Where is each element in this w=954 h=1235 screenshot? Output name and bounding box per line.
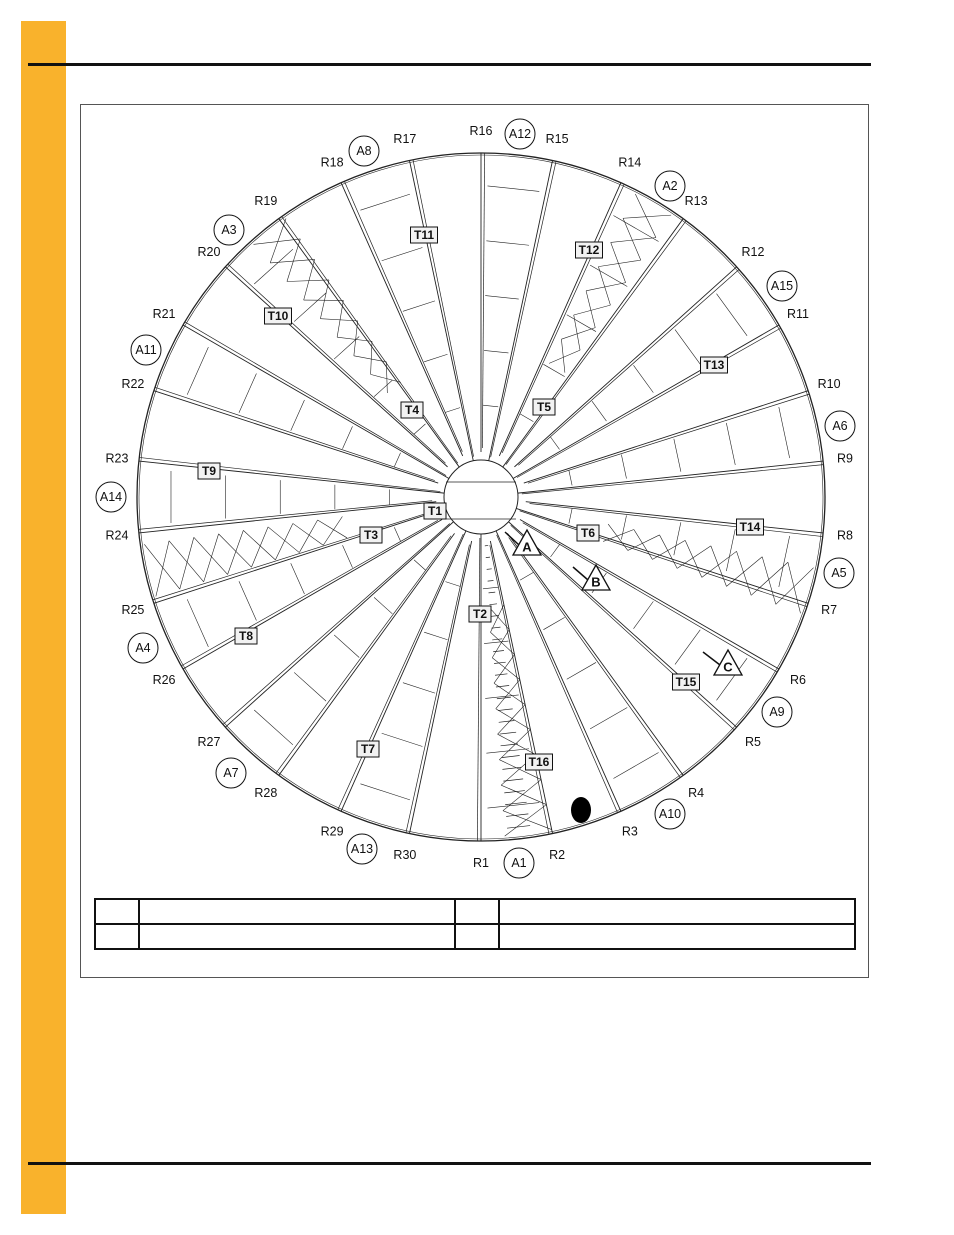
truss-bracing bbox=[299, 520, 317, 553]
legend-cell bbox=[95, 899, 139, 924]
truss-bracing bbox=[204, 534, 219, 582]
purlin-line bbox=[360, 784, 410, 800]
purlin-line bbox=[484, 641, 508, 644]
ladder-rung bbox=[492, 639, 502, 640]
purlin-line bbox=[382, 733, 423, 746]
roof-panel-label: R18 bbox=[320, 155, 344, 170]
roof-panel-label: R8 bbox=[837, 528, 853, 543]
legend-row bbox=[95, 899, 855, 924]
purlin-line bbox=[239, 581, 256, 620]
purlin-line bbox=[374, 597, 392, 613]
ladder-rung bbox=[498, 709, 513, 711]
truss-bracing bbox=[505, 805, 547, 837]
purlin-line bbox=[634, 601, 654, 628]
roof-panel-label: R23 bbox=[105, 451, 129, 466]
rafter-line bbox=[477, 538, 479, 841]
roof-panel-label: R20 bbox=[197, 245, 221, 260]
truss-bracing bbox=[287, 239, 300, 282]
ladder-rung bbox=[500, 732, 516, 734]
roof-panel-label: R11 bbox=[786, 307, 809, 321]
ladder-rung bbox=[495, 674, 507, 675]
purlin-line bbox=[621, 515, 626, 539]
purlin-line bbox=[239, 374, 256, 413]
anchor-label: A3 bbox=[221, 223, 237, 237]
truss-bracing bbox=[489, 607, 510, 630]
truss-bracing bbox=[561, 339, 564, 372]
purlin-line bbox=[254, 249, 293, 284]
truss-bracing bbox=[608, 524, 628, 550]
roof-panel-label: R3 bbox=[621, 824, 638, 839]
truss-bracing bbox=[287, 280, 329, 282]
truss-bracing bbox=[318, 520, 348, 538]
legend-cell bbox=[95, 924, 139, 949]
purlin-line bbox=[488, 186, 540, 191]
purlin-line bbox=[726, 423, 735, 465]
purlin-line bbox=[334, 635, 359, 658]
truss-bracing bbox=[293, 523, 323, 545]
purlin-line bbox=[621, 455, 626, 479]
purlin-line bbox=[592, 401, 606, 421]
rafter-line bbox=[520, 520, 779, 670]
rafter-line bbox=[499, 183, 621, 456]
purlin-line bbox=[424, 632, 447, 640]
truss-bracing bbox=[169, 541, 204, 582]
truss-bracing bbox=[635, 194, 656, 238]
roof-panel-label: R22 bbox=[121, 376, 145, 391]
roof-panel-label: R5 bbox=[744, 734, 761, 749]
purlin-line bbox=[486, 749, 529, 753]
truss-bracing bbox=[561, 328, 595, 340]
rafter-line bbox=[489, 161, 553, 461]
truss-bracing bbox=[228, 530, 244, 574]
truss-bracing bbox=[726, 557, 762, 587]
rafter-line bbox=[338, 534, 463, 810]
truss-bracing bbox=[549, 350, 580, 363]
purlin-line bbox=[294, 293, 326, 322]
rafter-line bbox=[517, 328, 781, 477]
center-ring bbox=[444, 460, 518, 534]
roof-panel-label: R28 bbox=[254, 786, 278, 801]
anchor-label: A13 bbox=[350, 842, 374, 856]
rafter-line bbox=[181, 520, 438, 666]
rafter-line bbox=[482, 153, 484, 448]
tag-label: T7 bbox=[360, 742, 376, 756]
truss-bracing bbox=[685, 540, 702, 577]
roof-panel-label: R6 bbox=[789, 673, 806, 687]
tag-label: T6 bbox=[580, 526, 596, 540]
truss-bracing bbox=[496, 680, 520, 709]
roof-panel-label: R16 bbox=[469, 124, 493, 138]
purlin-line bbox=[187, 347, 208, 395]
rafter-line bbox=[524, 391, 808, 483]
purlin-line bbox=[569, 470, 572, 485]
legend-cell bbox=[139, 924, 455, 949]
callout-leader bbox=[573, 567, 588, 580]
ladder-rung bbox=[494, 662, 506, 663]
purlin-line bbox=[414, 560, 425, 570]
truss-bracing bbox=[503, 780, 541, 811]
rafter-line bbox=[516, 508, 808, 603]
purlin-line bbox=[414, 424, 425, 434]
legend-cell bbox=[499, 924, 855, 949]
ladder-rung bbox=[499, 721, 515, 723]
purlin-line bbox=[486, 241, 529, 245]
roof-panel-label: R15 bbox=[545, 131, 569, 146]
truss-bracing bbox=[386, 362, 387, 393]
tag-label: T16 bbox=[528, 755, 550, 769]
purlin-line bbox=[394, 527, 400, 541]
rafter-line bbox=[154, 391, 438, 483]
anchor-label: A15 bbox=[770, 279, 794, 293]
callout-leader bbox=[703, 652, 720, 665]
rafter-line bbox=[139, 457, 440, 491]
purlin-line bbox=[674, 522, 681, 555]
anchor-label: A4 bbox=[135, 641, 151, 655]
purlin-line bbox=[674, 439, 681, 472]
tag-label: T13 bbox=[703, 358, 725, 372]
purlin-line bbox=[551, 545, 560, 557]
roof-panel-label: R4 bbox=[688, 786, 705, 801]
roof-panel-label: R10 bbox=[817, 376, 841, 391]
truss-bracing bbox=[268, 527, 299, 553]
tag-label: T10 bbox=[267, 309, 289, 323]
rafter-line bbox=[409, 541, 471, 833]
roof-panel-label: R25 bbox=[121, 603, 145, 618]
truss-bracing bbox=[243, 530, 275, 559]
ladder-rung bbox=[503, 779, 523, 781]
truss-bracing bbox=[628, 535, 660, 550]
truss-bracing bbox=[702, 551, 737, 577]
truss-bracing bbox=[788, 562, 801, 613]
legend-table bbox=[94, 898, 856, 950]
anchor-label: A6 bbox=[832, 419, 848, 433]
tag-label: T8 bbox=[238, 629, 254, 643]
roof-panel-label: R9 bbox=[837, 451, 853, 466]
purlin-line bbox=[187, 599, 208, 647]
purlin-line bbox=[551, 437, 560, 449]
purlin-line bbox=[634, 365, 654, 392]
anchor-label: A9 bbox=[769, 705, 785, 719]
roof-panel-label: R21 bbox=[152, 307, 176, 321]
rafter-line bbox=[225, 267, 447, 467]
ladder-rung bbox=[487, 569, 492, 570]
truss-bracing bbox=[251, 527, 268, 567]
rafter-line bbox=[154, 508, 446, 603]
purlin-line bbox=[569, 509, 572, 524]
tag-label: T9 bbox=[201, 464, 217, 478]
anchor-label: A12 bbox=[508, 127, 532, 141]
truss-bracing bbox=[194, 537, 228, 574]
truss-bracing bbox=[219, 534, 252, 567]
tag-label: T2 bbox=[472, 607, 488, 621]
roof-panel-label: R2 bbox=[549, 848, 566, 863]
purlin-line bbox=[567, 662, 596, 679]
anchor-label: A8 bbox=[356, 144, 372, 158]
truss-bracing bbox=[492, 630, 509, 658]
ladder-rung bbox=[489, 604, 496, 605]
truss-bracing bbox=[611, 238, 656, 243]
truss-bracing bbox=[603, 529, 634, 541]
roof-panel-label: R17 bbox=[393, 131, 417, 146]
truss-bracing bbox=[623, 218, 641, 260]
purlin-line bbox=[520, 572, 533, 580]
truss-bracing bbox=[304, 259, 315, 300]
truss-bracing bbox=[494, 655, 514, 684]
roof-panel-label: R30 bbox=[393, 848, 417, 863]
truss-bracing bbox=[320, 280, 329, 319]
anchor-label: A11 bbox=[135, 343, 157, 357]
ladder-rung bbox=[502, 756, 520, 758]
roof-panel-label: R27 bbox=[197, 734, 221, 749]
purlin-line bbox=[590, 707, 627, 728]
roof-panel-label: R24 bbox=[105, 528, 129, 543]
purlin-line bbox=[403, 683, 435, 693]
truss-bracing bbox=[337, 300, 343, 337]
purlin-line bbox=[343, 426, 353, 448]
purlin-line bbox=[779, 407, 790, 458]
callout-label: A bbox=[522, 539, 532, 555]
truss-bracing bbox=[275, 523, 292, 559]
rafter-line bbox=[282, 217, 458, 464]
purlin-line bbox=[543, 617, 564, 629]
purlin-line bbox=[543, 364, 564, 376]
truss-bracing bbox=[762, 557, 776, 605]
rafter-line bbox=[530, 503, 823, 536]
callout-label: B bbox=[591, 574, 601, 590]
truss-bracing bbox=[180, 537, 194, 589]
callout-leader bbox=[505, 532, 519, 545]
tag-label: T5 bbox=[536, 400, 552, 414]
tag-label: T4 bbox=[404, 403, 420, 417]
purlin-line bbox=[360, 194, 410, 210]
purlin-line bbox=[717, 294, 748, 336]
rafter-line bbox=[155, 387, 435, 480]
anchor-label: A7 bbox=[223, 766, 239, 780]
rafter-line bbox=[518, 461, 823, 493]
purlin-line bbox=[294, 672, 326, 701]
purlin-line bbox=[484, 350, 508, 353]
purlin-line bbox=[291, 400, 305, 431]
truss-bracing bbox=[156, 541, 169, 597]
roof-panel-label: R14 bbox=[618, 155, 642, 170]
roof-panel-label: R13 bbox=[684, 193, 708, 208]
purlin-line bbox=[343, 545, 353, 567]
truss-bracing bbox=[371, 374, 401, 382]
purlin-line bbox=[613, 752, 658, 778]
truss-bracing bbox=[737, 551, 752, 595]
purlin-line bbox=[424, 354, 447, 362]
tag-label: T12 bbox=[578, 243, 600, 257]
purlin-line bbox=[403, 301, 435, 311]
rafter-line bbox=[139, 461, 444, 493]
purlin-line bbox=[485, 296, 519, 300]
tag-label: T1 bbox=[427, 504, 443, 518]
roof-panel-label: R29 bbox=[320, 824, 344, 839]
rafter-line bbox=[139, 501, 433, 530]
callout-label: C bbox=[723, 659, 733, 675]
roof-panel-label: R26 bbox=[152, 673, 176, 687]
rafter-line bbox=[502, 184, 624, 453]
anchor-label: A1 bbox=[511, 856, 527, 870]
rafter-line bbox=[153, 509, 442, 600]
purlin-line bbox=[374, 380, 392, 396]
tag-label: T3 bbox=[363, 528, 379, 542]
purlin-line bbox=[445, 408, 460, 413]
legend-cell bbox=[455, 899, 499, 924]
anchor-label: A10 bbox=[658, 807, 682, 821]
roof-hatch-marker bbox=[571, 797, 591, 823]
ladder-rung bbox=[501, 744, 518, 746]
purlin-line bbox=[291, 563, 305, 594]
tag-label: T14 bbox=[739, 520, 761, 534]
truss-bracing bbox=[677, 546, 711, 569]
truss-bracing bbox=[270, 259, 314, 262]
tag-label: T11 bbox=[413, 228, 435, 242]
legend-row bbox=[95, 924, 855, 949]
roof-panel-label: R1 bbox=[473, 856, 489, 870]
anchor-label: A5 bbox=[831, 566, 847, 580]
purlin-line bbox=[445, 582, 460, 587]
purlin-line bbox=[726, 529, 735, 571]
ladder-rung bbox=[488, 580, 494, 581]
legend-cell bbox=[499, 899, 855, 924]
truss-bracing bbox=[634, 529, 653, 559]
rafter-line bbox=[185, 322, 446, 476]
purlin-line bbox=[394, 453, 400, 467]
anchor-label: A2 bbox=[662, 179, 678, 193]
legend-cell bbox=[455, 924, 499, 949]
ladder-rung bbox=[489, 592, 496, 593]
rafter-line bbox=[341, 531, 466, 811]
rafter-line bbox=[279, 533, 455, 775]
purlin-line bbox=[483, 405, 498, 407]
rafter-line bbox=[183, 520, 442, 670]
tag-label: T15 bbox=[675, 675, 697, 689]
truss-bracing bbox=[586, 291, 595, 328]
diagram-geometry bbox=[137, 153, 825, 841]
rafter-line bbox=[139, 502, 436, 533]
purlin-line bbox=[675, 630, 700, 665]
anchor-label: A14 bbox=[99, 490, 123, 504]
truss-bracing bbox=[711, 546, 727, 586]
roof-panel-label: R19 bbox=[254, 193, 278, 208]
truss-bracing bbox=[652, 540, 685, 559]
roof-panel-label: R12 bbox=[741, 245, 765, 260]
truss-bracing bbox=[623, 215, 671, 218]
purlin-line bbox=[779, 536, 790, 587]
legend-cell bbox=[139, 899, 455, 924]
truss-bracing bbox=[574, 305, 611, 315]
ladder-rung bbox=[493, 650, 504, 651]
purlin-line bbox=[254, 710, 293, 745]
purlin-line bbox=[483, 587, 498, 589]
purlin-line bbox=[520, 414, 533, 422]
purlin-line bbox=[382, 247, 423, 260]
purlin-line bbox=[675, 330, 700, 365]
roof-panel-label: R7 bbox=[821, 603, 838, 618]
truss-bracing bbox=[503, 811, 552, 830]
rafter-line bbox=[496, 531, 621, 811]
